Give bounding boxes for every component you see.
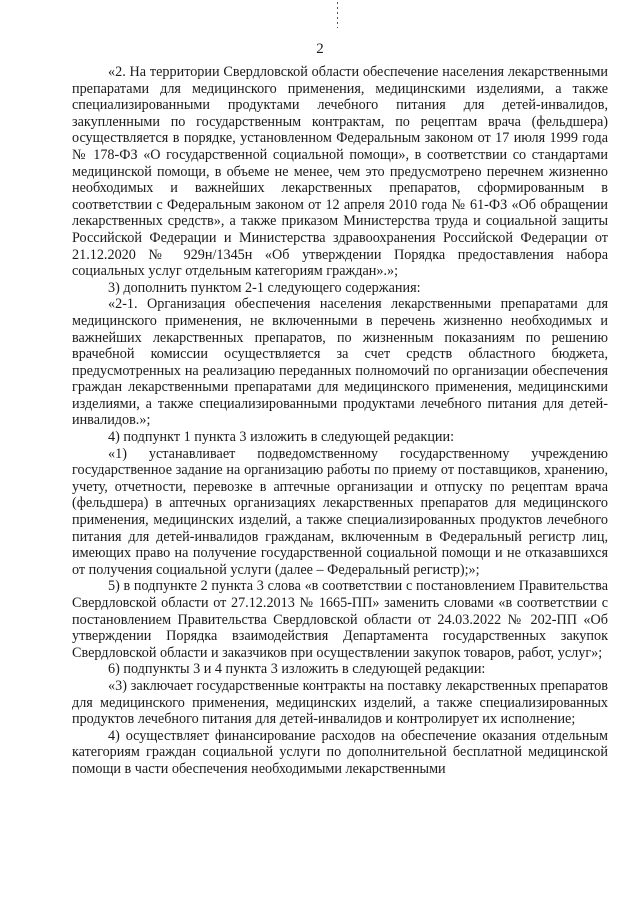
scan-mark xyxy=(337,2,338,28)
document-body xyxy=(72,64,608,778)
page-number: 2 xyxy=(316,41,324,57)
paragraph-subitem-5: 5) в подпункте 2 пункта 3 слова «в соответствии с постановлением Правительства Свердловской области от 27.12.2013 № 1665-ПП» заменить словами «в соответствии с постановлением Правительства Свердловской области от 24.03.2022 № 202-ПП «Об утверждении Порядка взаимодействия Департамента государственных закупок Свердловской области и заказчиков при осуществлении закупок товаров, работ, услуг»; xyxy=(72,578,608,661)
paragraph-quoted-4: 4) осуществляет финансирование расходов на обеспечение оказания отдельным категориям граждан социальной услуги по дополнительной бесплатной медицинской помощи в части обеспечения необходимыми лекарственными xyxy=(72,727,608,777)
paragraph-quoted-3: «3) заключает государственные контракты на поставку лекарственных препаратов для медицинского применения, медицинских изделий, а также специализированных продуктов лечебного питания для детей-инвалидов и контролирует их исполнение; xyxy=(72,677,608,728)
paragraph-subitem-3: 3) дополнить пунктом 2-1 следующего содержания: xyxy=(108,279,421,296)
paragraph-item-2: «2. На территории Свердловской области обеспечение населения лекарственными препаратами для медицинского применения, медицинскими изделиями, а также специализированными продуктами лечебного питания для детей-инвалидов, закупленными по государственным контрактам, по рецептам врача (фельдшера) осуществляется в порядке, установленном Федеральным законом от 17 июля 1999 года № 178-ФЗ «О государственной социальной помощи», в соответствии со стандартами медицинской помощи, в объеме не менее, чем это предусмотрено перечнем жизненно необходимых и важнейших лекарственных препаратов, сформированным в соответствии с Федеральным законом от 12 апреля 2010 года № 61-ФЗ «Об обращении лекарственных средств», а также приказом Министерства труда и социальной защиты Российской Федерации и Министерства здравоохранения Российской Федерации от 21.12.2020 № 929н/1345н «Об утверждении Порядка предоставления набора социальных услуг отдельным категориям граждан».»; xyxy=(72,64,608,280)
paragraph-item-2-1: «2-1. Организация обеспечения населения лекарственными препаратами для медицинского применения, не включенными в перечень жизненно необходимых и важнейших лекарственных препаратов, по жизненным показаниям по решению врачебной комиссии осуществляется за счет средств областного бюджета, предусмотренных на реализацию переданных полномочий по организации обеспечения граждан лекарственными препаратами для медицинского применения, медицинскими изделиями, а также специализированными продуктами лечебного питания для детей-инвалидов.»; xyxy=(72,296,608,429)
paragraph-subitem-6: 6) подпункты 3 и 4 пункта 3 изложить в следующей редакции: xyxy=(108,661,486,678)
paragraph-subitem-4: 4) подпункт 1 пункта 3 изложить в следующей редакции: xyxy=(108,429,455,446)
paragraph-quoted-1: «1) устанавливает подведомственному государственному учреждению государственное задание на организацию работы по приему от поставщиков, хранению, учету, отчетности, перевозке в аптечные организации и отпуску по рецептам врача (фельдшера) в аптечных организациях лекарственных препаратов для медицинского применения, медицинских изделий, а также специализированных продуктов лечебного питания для детей-инвалидов гражданам, включенным в Федеральный регистр лиц, имеющих право на получение государственной социальной помощи и не отказавшихся от получения социальной услуги (далее – Федеральный регистр);»; xyxy=(72,445,608,578)
